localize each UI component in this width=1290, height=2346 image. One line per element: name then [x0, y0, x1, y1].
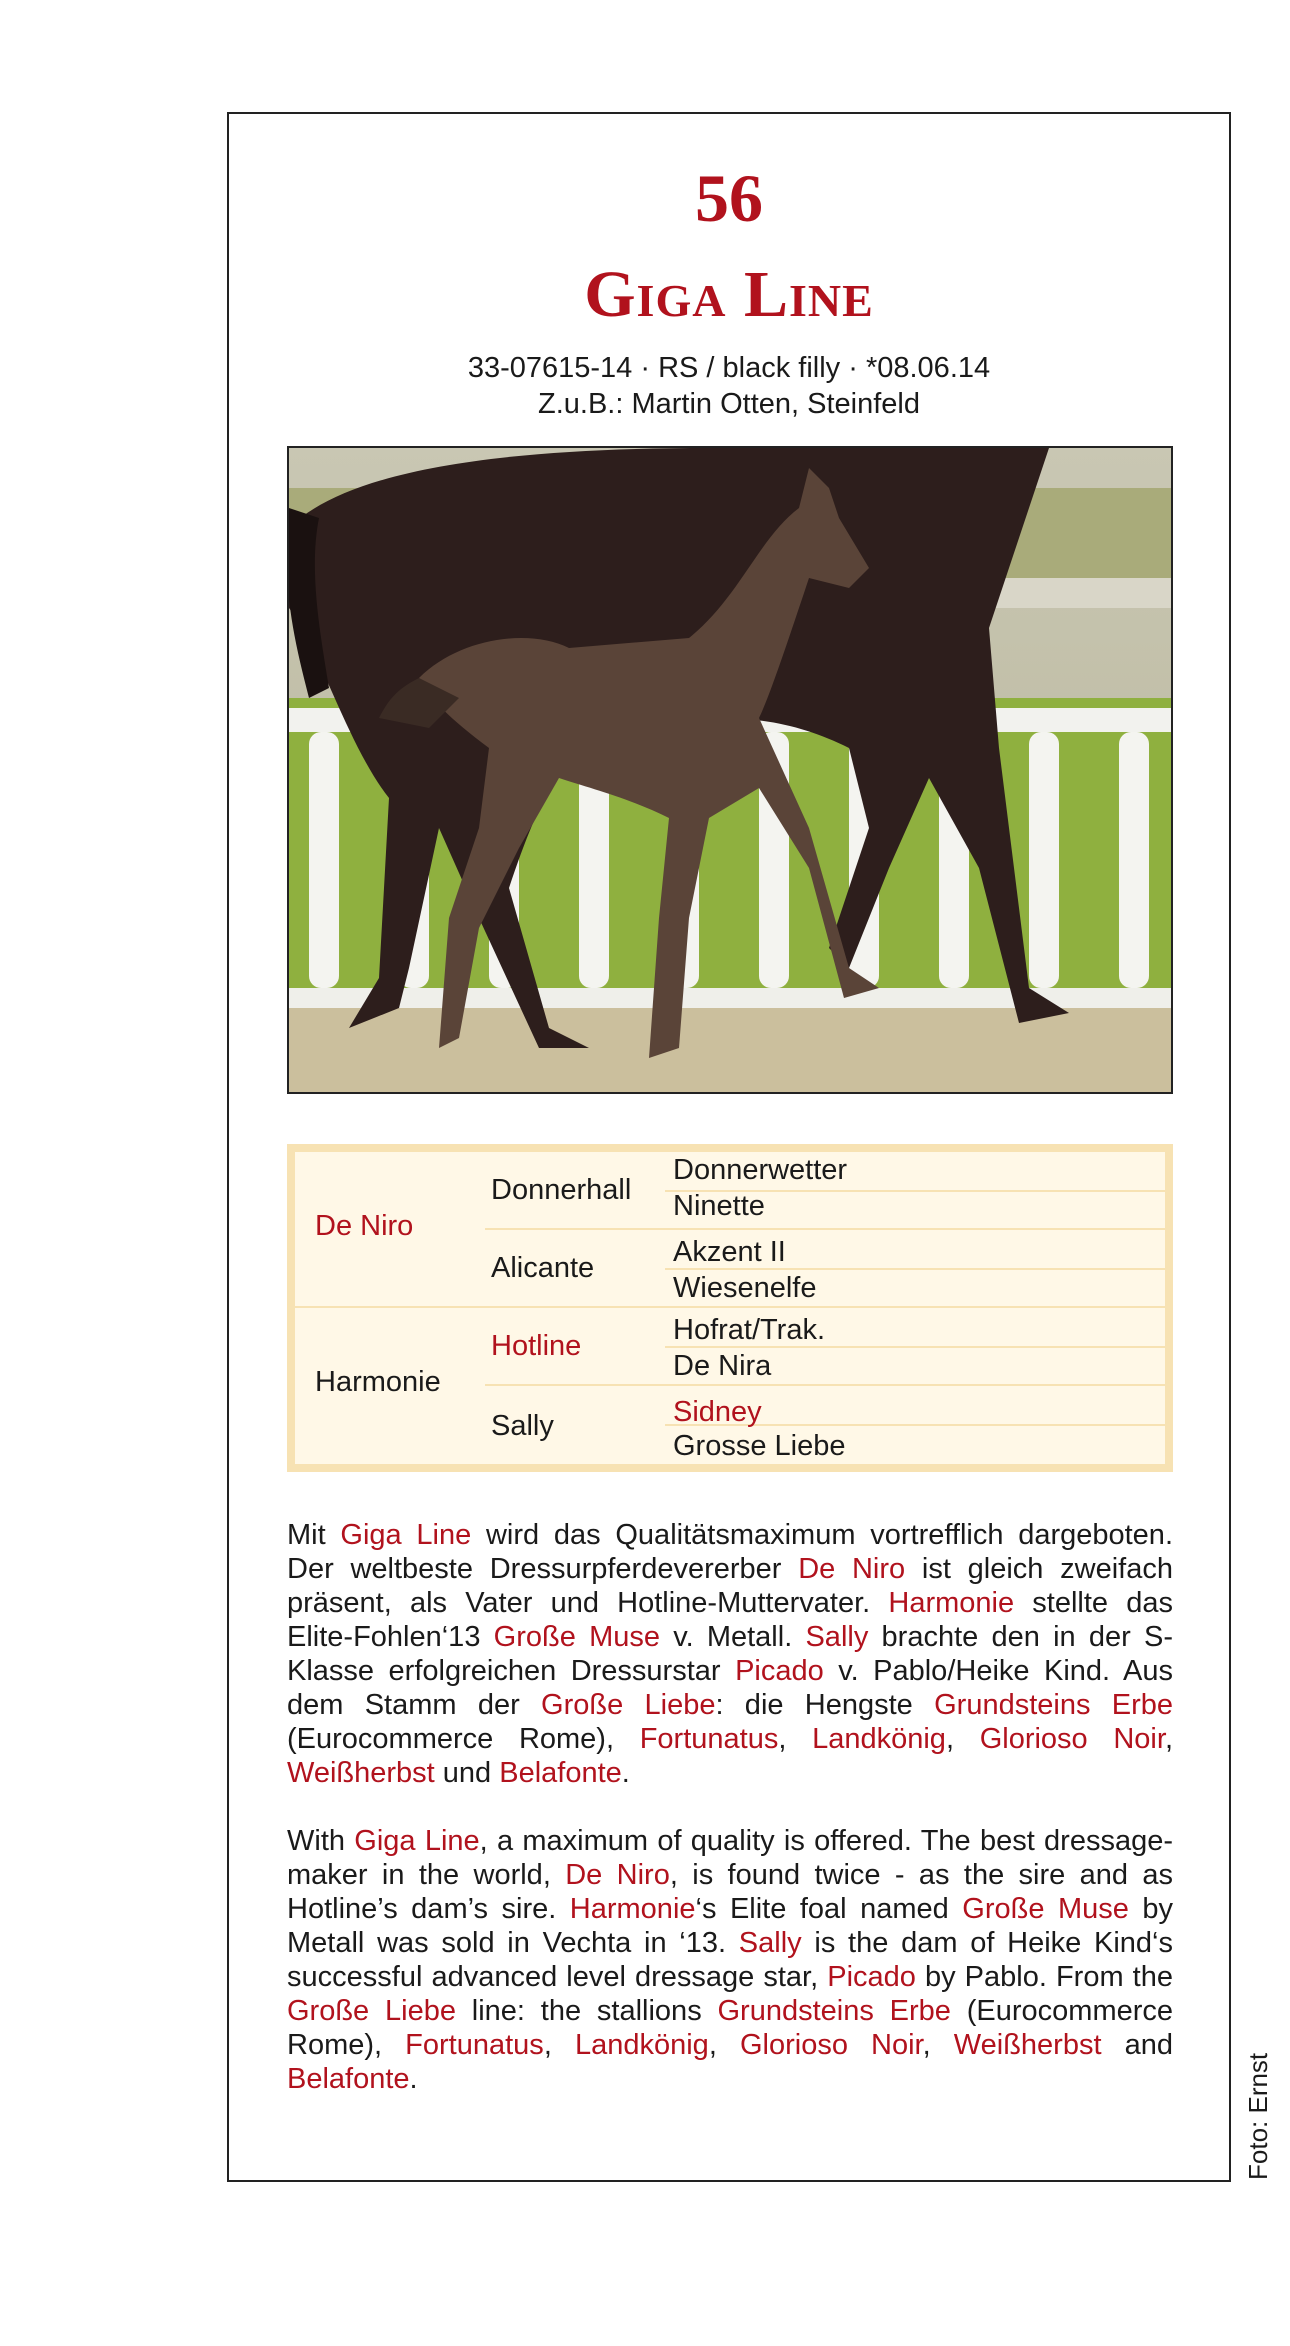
pedigree-sire: De Niro	[315, 1210, 414, 1242]
horse-link: Glorioso Noir	[739, 2029, 923, 2061]
horse-link: Weißherbst	[953, 2029, 1102, 2061]
pedigree-sss: Donnerwetter	[673, 1154, 848, 1186]
horse-link: Harmonie	[888, 1587, 1015, 1619]
horse-link: Fortunatus	[639, 1723, 779, 1755]
pedigree-table	[287, 1144, 1173, 1472]
horse-link: Grundsteins Erbe	[934, 1689, 1174, 1721]
horse-link: Große Liebe	[541, 1689, 716, 1721]
pedigree-sds: Akzent II	[673, 1236, 786, 1268]
description-english: With Giga Line, a maximum of quality is offered. The best dressage-maker in the world, De Niro, is found twice - as the sire and as Hotline’s dam’s sire. Harmonie‘s Elite foal named Große Muse by Metall was sold in Vechta in ‘13. Sally is the dam of Heike Kind‘s successful advanced level dressage star, Picado by Pablo. From the Große Liebe line: the stallions Grundsteins Erbe (Eurocommerce Rome), Fortunatus, Landkönig, Glorioso Noir, Weißherbst and Belafonte.	[287, 1825, 1174, 2095]
pedigree-ddd: Grosse Liebe	[673, 1430, 846, 1462]
horse-photo-icon	[289, 448, 1171, 1092]
horse-link: Große Muse	[962, 1893, 1129, 1925]
pedigree-dam-sire: Hotline	[491, 1330, 582, 1362]
horse-link: Picado	[735, 1655, 824, 1687]
horse-link: Grundsteins Erbe	[717, 1995, 951, 2027]
photo-credit: Foto: Ernst	[1243, 2052, 1273, 2180]
horse-link: Giga Line	[340, 1519, 472, 1551]
horse-link: Belafonte	[287, 2063, 410, 2095]
horse-link: De Niro	[565, 1859, 670, 1891]
breeder-info: Z.u.B.: Martin Otten, Steinfeld	[538, 388, 920, 420]
horse-photo	[287, 446, 1173, 1094]
pedigree-sire-sire: Donnerhall	[491, 1174, 632, 1206]
pedigree-sdd: Wiesenelfe	[673, 1272, 817, 1304]
pedigree-dam: Harmonie	[315, 1366, 441, 1398]
horse-link: Picado	[827, 1961, 916, 1993]
horse-link: Sally	[805, 1621, 869, 1653]
horse-link: Landkönig	[812, 1723, 946, 1755]
pedigree-sire-dam: Alicante	[491, 1252, 595, 1284]
description-german: Mit Giga Line wird das Qualitätsmaximum vortrefflich dargeboten. Der weltbeste Dressurpferdevererber De Niro ist gleich zweifach präsent, als Vater und Hotline-Muttervater. Harmonie stellte das Elite-Fohlen‘13 Große Muse v. Metall. Sally brachte den in der S-Klasse erfolgreichen Dressurstar Picado v. Pablo/Heike Kind. Aus dem Stamm der Große Liebe: die Hengste Grundsteins Erbe (Eurocommerce Rome), Fortunatus, Landkönig, Glorioso Noir, Weißherbst und Belafonte.	[287, 1519, 1174, 1789]
horse-link: De Niro	[798, 1553, 906, 1585]
horse-link: Harmonie	[569, 1893, 696, 1925]
horse-details: 33-07615-14 · RS / black filly · *08.06.14	[467, 352, 991, 384]
pedigree-dsd: De Nira	[673, 1350, 772, 1382]
lot-number: 56	[695, 160, 763, 236]
horse-link: Sally	[738, 1927, 802, 1959]
horse-link: Giga Line	[354, 1825, 480, 1857]
horse-link: Belafonte	[499, 1757, 622, 1789]
horse-link: Glorioso Noir	[979, 1723, 1165, 1755]
pedigree-dss: Hofrat/Trak.	[673, 1314, 826, 1346]
pedigree-dam-dam: Sally	[491, 1410, 554, 1442]
horse-name: Giga Line	[584, 258, 874, 331]
horse-link: Fortunatus	[405, 2029, 544, 2061]
horse-link: Große Liebe	[287, 1995, 456, 2027]
pedigree-ssd: Ninette	[673, 1190, 765, 1222]
horse-link: Weißherbst	[287, 1757, 435, 1789]
horse-link: Landkönig	[574, 2029, 709, 2061]
horse-link: Große Muse	[493, 1621, 660, 1653]
pedigree-dds: Sidney	[673, 1396, 762, 1428]
catalog-card	[227, 112, 1231, 2182]
